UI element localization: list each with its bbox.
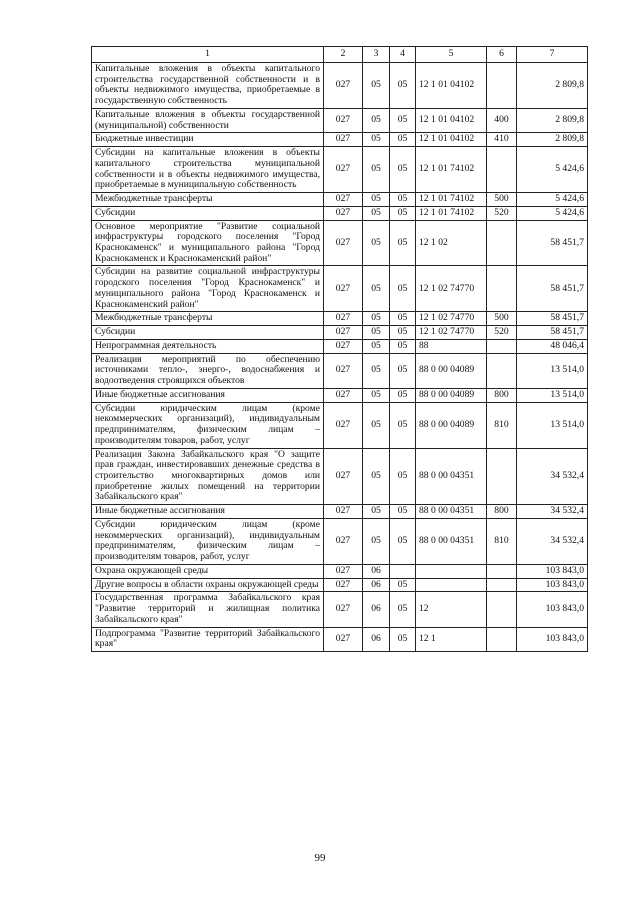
admin-code-cell: 027 xyxy=(324,193,363,207)
subsection-code-cell: 05 xyxy=(390,448,416,505)
table-row xyxy=(92,133,588,147)
table-row xyxy=(92,518,588,564)
budget-table xyxy=(91,46,588,652)
expense-type-cell: 800 xyxy=(487,505,517,519)
subsection-code-cell: 05 xyxy=(390,627,416,651)
target-article-cell: 88 0 00 04089 xyxy=(416,402,487,448)
admin-code-cell: 027 xyxy=(324,108,363,132)
subsection-code-cell: 05 xyxy=(390,266,416,312)
expense-type-cell xyxy=(487,448,517,505)
row-name-cell: Реализация мероприятий по обеспечению источниками тепло-, энерго-, водоснабжения и водоотведения строящихся объектов xyxy=(92,353,324,388)
table-row xyxy=(92,353,588,388)
subsection-code-cell: 05 xyxy=(390,312,416,326)
row-name-cell: Субсидии xyxy=(92,206,324,220)
amount-cell: 2 809,8 xyxy=(517,63,588,109)
target-article-cell xyxy=(416,564,487,578)
target-article-cell: 88 0 00 04351 xyxy=(416,518,487,564)
target-article-cell: 12 1 01 04102 xyxy=(416,133,487,147)
admin-code-cell: 027 xyxy=(324,339,363,353)
subsection-code-cell: 05 xyxy=(390,402,416,448)
subsection-code-cell: 05 xyxy=(390,63,416,109)
section-code-cell: 06 xyxy=(363,578,390,592)
row-name-cell: Субсидии xyxy=(92,326,324,340)
subsection-code-cell: 05 xyxy=(390,592,416,627)
row-name-cell: Субсидии юридическим лицам (кроме некоммерческих организаций), индивидуальным предпринимателям, физическим лицам – производителям товаров, работ, услуг xyxy=(92,402,324,448)
target-article-cell: 12 xyxy=(416,592,487,627)
admin-code-cell: 027 xyxy=(324,353,363,388)
target-article-cell: 12 1 01 74102 xyxy=(416,193,487,207)
section-code-cell: 05 xyxy=(363,402,390,448)
table-row xyxy=(92,147,588,193)
amount-cell: 13 514,0 xyxy=(517,353,588,388)
column-header-1: 1 xyxy=(92,47,324,63)
amount-cell: 2 809,8 xyxy=(517,133,588,147)
row-name-cell: Межбюджетные трансферты xyxy=(92,312,324,326)
subsection-code-cell: 05 xyxy=(390,353,416,388)
row-name-cell: Бюджетные инвестиции xyxy=(92,133,324,147)
amount-cell: 58 451,7 xyxy=(517,220,588,266)
amount-cell: 2 809,8 xyxy=(517,108,588,132)
target-article-cell: 88 0 00 04351 xyxy=(416,448,487,505)
table-row xyxy=(92,448,588,505)
row-name-cell: Другие вопросы в области охраны окружающей среды xyxy=(92,578,324,592)
section-code-cell: 05 xyxy=(363,326,390,340)
table-row xyxy=(92,627,588,651)
admin-code-cell: 027 xyxy=(324,592,363,627)
expense-type-cell: 810 xyxy=(487,402,517,448)
target-article-cell: 88 0 00 04089 xyxy=(416,353,487,388)
expense-type-cell xyxy=(487,627,517,651)
target-article-cell: 12 1 01 04102 xyxy=(416,63,487,109)
subsection-code-cell: 05 xyxy=(390,388,416,402)
admin-code-cell: 027 xyxy=(324,518,363,564)
expense-type-cell: 520 xyxy=(487,206,517,220)
subsection-code-cell: 05 xyxy=(390,206,416,220)
section-code-cell: 05 xyxy=(363,505,390,519)
subsection-code-cell xyxy=(390,564,416,578)
target-article-cell: 12 1 01 74102 xyxy=(416,147,487,193)
page-number: 99 xyxy=(314,852,326,864)
expense-type-cell xyxy=(487,220,517,266)
subsection-code-cell: 05 xyxy=(390,220,416,266)
row-name-cell: Подпрограмма "Развитие территорий Забайкальского края" xyxy=(92,627,324,651)
target-article-cell: 12 1 02 74770 xyxy=(416,266,487,312)
table-row xyxy=(92,505,588,519)
row-name-cell: Субсидии на капитальные вложения в объекты капитального строительства муниципальной собственности и в объекты недвижимого имущества, приобретаемые в муниципальную собственность xyxy=(92,147,324,193)
admin-code-cell: 027 xyxy=(324,147,363,193)
target-article-cell: 12 1 02 74770 xyxy=(416,326,487,340)
table-row xyxy=(92,220,588,266)
section-code-cell: 05 xyxy=(363,147,390,193)
expense-type-cell: 800 xyxy=(487,388,517,402)
amount-cell: 58 451,7 xyxy=(517,312,588,326)
row-name-cell: Непрограммная деятельность xyxy=(92,339,324,353)
amount-cell: 13 514,0 xyxy=(517,402,588,448)
table-row xyxy=(92,339,588,353)
amount-cell: 5 424,6 xyxy=(517,193,588,207)
admin-code-cell: 027 xyxy=(324,326,363,340)
amount-cell: 103 843,0 xyxy=(517,592,588,627)
row-name-cell: Основное мероприятие "Развитие социальной инфраструктуры городского поселения "Город Краснокаменск" и муниципального района "Город Краснокаменск и Краснокаменский район" xyxy=(92,220,324,266)
table-row xyxy=(92,206,588,220)
amount-cell: 5 424,6 xyxy=(517,147,588,193)
expense-type-cell xyxy=(487,578,517,592)
section-code-cell: 05 xyxy=(363,339,390,353)
table-row xyxy=(92,402,588,448)
table-row xyxy=(92,388,588,402)
amount-cell: 5 424,6 xyxy=(517,206,588,220)
row-name-cell: Капитальные вложения в объекты капитального строительства государственной собственности и в объекты недвижимого имущества, приобретаемые в государственную собственность xyxy=(92,63,324,109)
amount-cell: 34 532,4 xyxy=(517,448,588,505)
amount-cell: 13 514,0 xyxy=(517,388,588,402)
amount-cell: 103 843,0 xyxy=(517,564,588,578)
admin-code-cell: 027 xyxy=(324,312,363,326)
target-article-cell: 12 1 xyxy=(416,627,487,651)
row-name-cell: Охрана окружающей среды xyxy=(92,564,324,578)
section-code-cell: 05 xyxy=(363,353,390,388)
target-article-cell: 88 0 00 04089 xyxy=(416,388,487,402)
target-article-cell: 12 1 01 04102 xyxy=(416,108,487,132)
column-header-2: 2 xyxy=(324,47,363,63)
column-header-7: 7 xyxy=(517,47,588,63)
row-name-cell: Субсидии юридическим лицам (кроме некоммерческих организаций), индивидуальным предпринимателям, физическим лицам – производителям товаров, работ, услуг xyxy=(92,518,324,564)
expense-type-cell: 810 xyxy=(487,518,517,564)
section-code-cell: 05 xyxy=(363,133,390,147)
table-body xyxy=(92,63,588,652)
expense-type-cell xyxy=(487,564,517,578)
admin-code-cell: 027 xyxy=(324,266,363,312)
section-code-cell: 05 xyxy=(363,518,390,564)
row-name-cell: Капитальные вложения в объекты государственной (муниципальной) собственности xyxy=(92,108,324,132)
amount-cell: 34 532,4 xyxy=(517,518,588,564)
subsection-code-cell: 05 xyxy=(390,505,416,519)
table-row xyxy=(92,63,588,109)
row-name-cell: Реализация Закона Забайкальского края "О защите прав граждан, инвестировавших денежные средства в строительство многоквартирных домов или приобретение жилых помещений на территории Забайкальского края" xyxy=(92,448,324,505)
target-article-cell: 12 1 02 74770 xyxy=(416,312,487,326)
expense-type-cell xyxy=(487,339,517,353)
admin-code-cell: 027 xyxy=(324,206,363,220)
section-code-cell: 05 xyxy=(363,266,390,312)
admin-code-cell: 027 xyxy=(324,388,363,402)
amount-cell: 103 843,0 xyxy=(517,627,588,651)
expense-type-cell: 500 xyxy=(487,312,517,326)
amount-cell: 58 451,7 xyxy=(517,326,588,340)
subsection-code-cell: 05 xyxy=(390,578,416,592)
admin-code-cell: 027 xyxy=(324,220,363,266)
table-row xyxy=(92,108,588,132)
table-row xyxy=(92,326,588,340)
expense-type-cell xyxy=(487,353,517,388)
target-article-cell: 12 1 01 74102 xyxy=(416,206,487,220)
subsection-code-cell: 05 xyxy=(390,326,416,340)
amount-cell: 48 046,4 xyxy=(517,339,588,353)
expense-type-cell xyxy=(487,63,517,109)
admin-code-cell: 027 xyxy=(324,133,363,147)
admin-code-cell: 027 xyxy=(324,564,363,578)
subsection-code-cell: 05 xyxy=(390,193,416,207)
section-code-cell: 05 xyxy=(363,108,390,132)
section-code-cell: 05 xyxy=(363,448,390,505)
column-header-4: 4 xyxy=(390,47,416,63)
expense-type-cell xyxy=(487,266,517,312)
expense-type-cell: 520 xyxy=(487,326,517,340)
table-row xyxy=(92,266,588,312)
section-code-cell: 05 xyxy=(363,220,390,266)
amount-cell: 34 532,4 xyxy=(517,505,588,519)
section-code-cell: 05 xyxy=(363,388,390,402)
table-row xyxy=(92,578,588,592)
column-header-3: 3 xyxy=(363,47,390,63)
column-header-6: 6 xyxy=(487,47,517,63)
row-name-cell: Субсидии на развитие социальной инфраструктуры городского поселения "Город Краснокаменск" и муниципального района "Город Краснокаменск и Краснокаменский район" xyxy=(92,266,324,312)
subsection-code-cell: 05 xyxy=(390,133,416,147)
section-code-cell: 06 xyxy=(363,627,390,651)
admin-code-cell: 027 xyxy=(324,578,363,592)
expense-type-cell xyxy=(487,147,517,193)
row-name-cell: Иные бюджетные ассигнования xyxy=(92,505,324,519)
table-row xyxy=(92,564,588,578)
section-code-cell: 06 xyxy=(363,592,390,627)
target-article-cell: 88 0 00 04351 xyxy=(416,505,487,519)
subsection-code-cell: 05 xyxy=(390,518,416,564)
admin-code-cell: 027 xyxy=(324,627,363,651)
row-name-cell: Государственная программа Забайкальского края "Развитие территорий и жилищная политика Забайкальского края" xyxy=(92,592,324,627)
expense-type-cell: 500 xyxy=(487,193,517,207)
subsection-code-cell: 05 xyxy=(390,339,416,353)
amount-cell: 58 451,7 xyxy=(517,266,588,312)
row-name-cell: Иные бюджетные ассигнования xyxy=(92,388,324,402)
section-code-cell: 05 xyxy=(363,206,390,220)
target-article-cell: 12 1 02 xyxy=(416,220,487,266)
header-row xyxy=(92,47,588,63)
expense-type-cell xyxy=(487,592,517,627)
admin-code-cell: 027 xyxy=(324,402,363,448)
admin-code-cell: 027 xyxy=(324,448,363,505)
subsection-code-cell: 05 xyxy=(390,147,416,193)
admin-code-cell: 027 xyxy=(324,63,363,109)
table-row xyxy=(92,592,588,627)
expense-type-cell: 410 xyxy=(487,133,517,147)
admin-code-cell: 027 xyxy=(324,505,363,519)
table-row xyxy=(92,312,588,326)
row-name-cell: Межбюджетные трансферты xyxy=(92,193,324,207)
target-article-cell xyxy=(416,578,487,592)
expense-type-cell: 400 xyxy=(487,108,517,132)
section-code-cell: 05 xyxy=(363,193,390,207)
section-code-cell: 05 xyxy=(363,63,390,109)
target-article-cell: 88 xyxy=(416,339,487,353)
subsection-code-cell: 05 xyxy=(390,108,416,132)
amount-cell: 103 843,0 xyxy=(517,578,588,592)
table-row xyxy=(92,193,588,207)
section-code-cell: 05 xyxy=(363,312,390,326)
section-code-cell: 06 xyxy=(363,564,390,578)
column-header-5: 5 xyxy=(416,47,487,63)
